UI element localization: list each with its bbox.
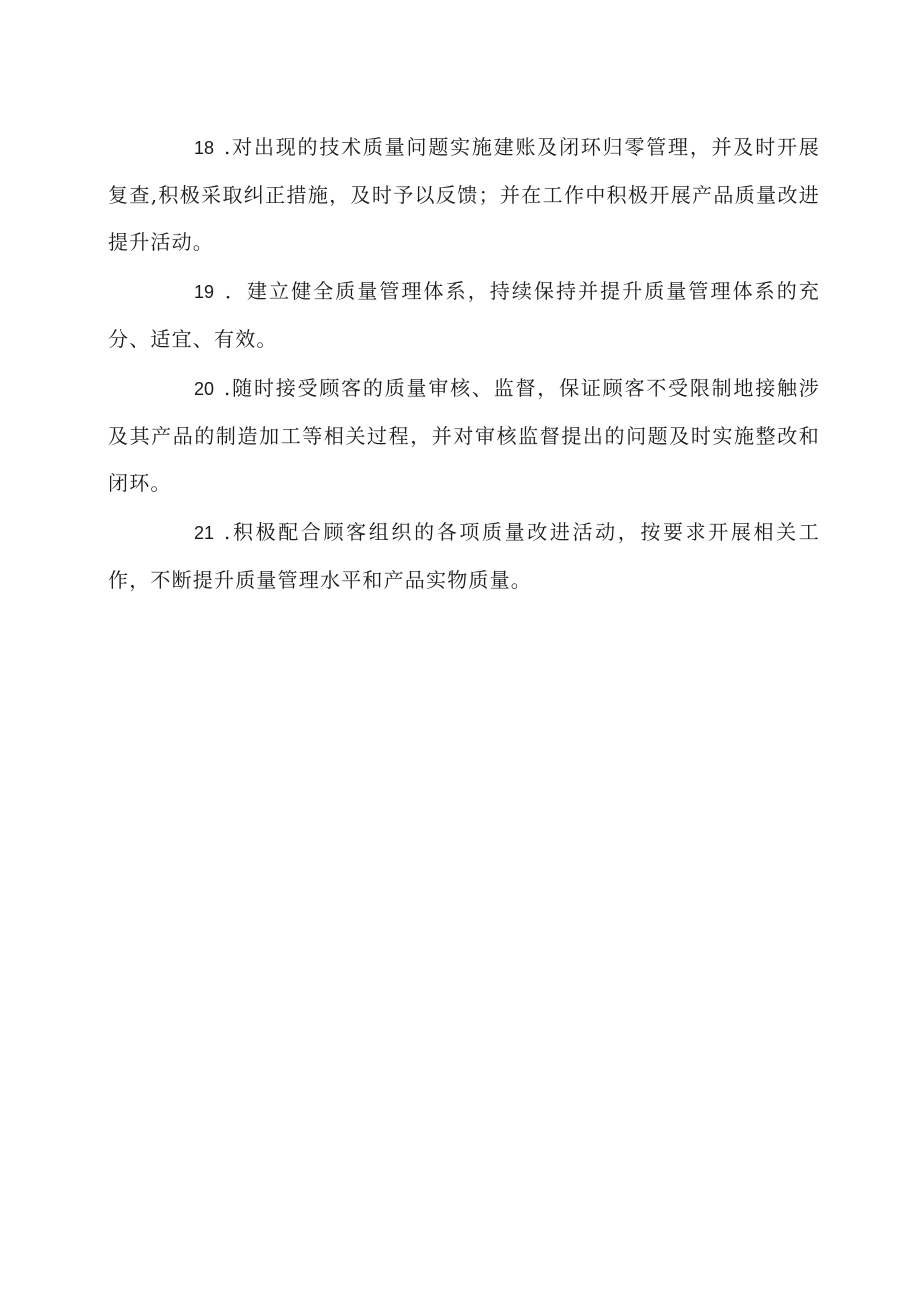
clause-text: ．建立健全质量管理体系，持续保持并提升质量管理体系的充分、适宜、有效。 [108,279,820,351]
clause-number: 21 [194,523,215,543]
clause-text: .积极配合顾客组织的各项质量改进活动，按要求开展相关工作，不断提升质量管理水平和产品实物质量。 [108,520,820,592]
clause-18 [108,124,820,266]
document-body [108,124,820,606]
clause-19 [108,268,820,363]
clause-number: 20 [194,379,215,399]
clause-text: .对出现的技术质量问题实施建账及闭环归零管理，并及时开展复查,积极采取纠正措施，及时予以反馈；并在工作中积极开展产品质量改进提升活动。 [108,135,820,254]
clause-20 [108,365,820,507]
clause-number: 19 [194,282,215,302]
clause-text: .随时接受顾客的质量审核、监督，保证顾客不受限制地接触涉及其产品的制造加工等相关过程，并对审核监督提出的问题及时实施整改和闭环。 [108,376,820,495]
clause-21 [108,509,820,604]
clause-number: 18 [194,138,215,158]
